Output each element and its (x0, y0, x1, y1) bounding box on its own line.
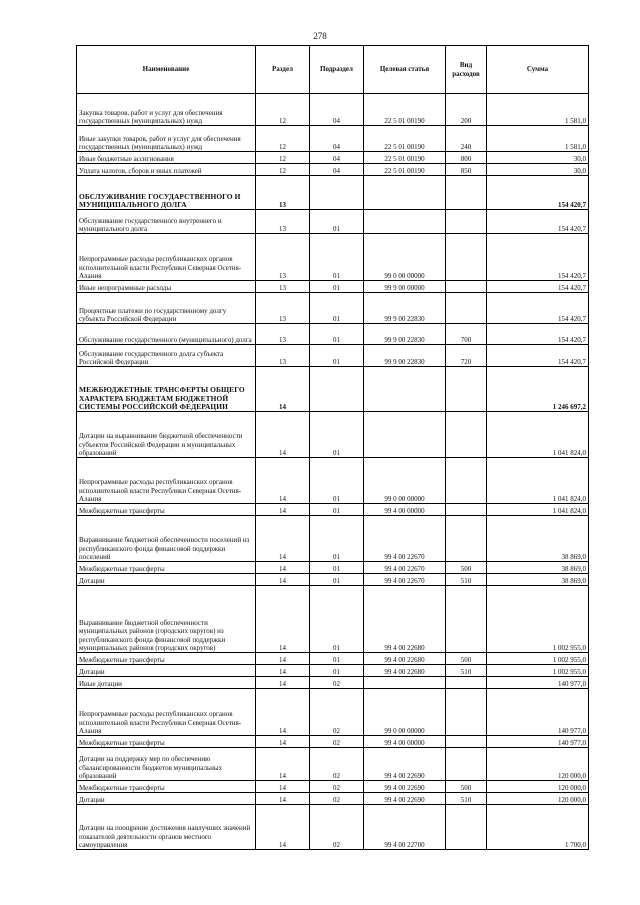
row-name: Выравнивание бюджетной обеспеченности поселений из республиканского фонда финансовой поддержки поселений (77, 516, 256, 562)
table-row (77, 653, 589, 665)
row-target (364, 367, 446, 412)
row-sum: 1 246 697,2 (487, 367, 589, 412)
row-name: Непрограммные расходы республиканских органов исполнительной власти Республики Северная Осетия-Алания (77, 689, 256, 736)
row-section: 12 (256, 164, 310, 176)
row-name: Обслуживание государственного внутреннего и муниципального долга (77, 210, 256, 234)
row-name: Закупка товаров, работ и услуг для обеспечения государственных (муниципальных) нужд (77, 94, 256, 126)
row-subsection: 02 (310, 736, 364, 748)
row-kind (446, 281, 487, 293)
row-target: 99 9 00 22830 (364, 293, 446, 324)
table-row (77, 176, 589, 210)
row-name: Дотации (77, 665, 256, 677)
row-name: Межбюджетные трансферты (77, 504, 256, 516)
table-row (77, 345, 589, 367)
row-subsection (310, 367, 364, 412)
row-section: 13 (256, 345, 310, 367)
row-subsection: 01 (310, 562, 364, 574)
row-sum: 1 581,0 (487, 126, 589, 152)
header-sum: Сумма (487, 46, 589, 94)
row-sum: 1 041 824,0 (487, 458, 589, 504)
row-subsection: 04 (310, 164, 364, 176)
row-section: 13 (256, 176, 310, 210)
row-target: 99 0 00 00000 (364, 458, 446, 504)
table-row (77, 805, 589, 850)
table-row (77, 412, 589, 458)
row-sum: 154 420,7 (487, 210, 589, 234)
row-subsection: 01 (310, 574, 364, 586)
row-sum: 140 977,0 (487, 736, 589, 748)
table-row (77, 562, 589, 574)
row-kind (446, 805, 487, 850)
row-kind: 700 (446, 324, 487, 345)
header-target: Целевая статья (364, 46, 446, 94)
row-subsection: 01 (310, 665, 364, 677)
row-sum: 154 420,7 (487, 293, 589, 324)
row-section: 13 (256, 281, 310, 293)
row-target (364, 677, 446, 689)
row-name: ОБСЛУЖИВАНИЕ ГОСУДАРСТВЕННОГО И МУНИЦИПАЛЬНОГО ДОЛГА (77, 176, 256, 210)
row-subsection: 04 (310, 126, 364, 152)
row-name: Иные бюджетные ассигнования (77, 152, 256, 164)
row-kind: 500 (446, 562, 487, 574)
row-sum: 1 581,0 (487, 94, 589, 126)
row-sum: 120 000,0 (487, 748, 589, 781)
row-target: 99 4 00 22680 (364, 586, 446, 653)
row-section: 14 (256, 367, 310, 412)
row-subsection: 01 (310, 504, 364, 516)
row-section: 12 (256, 94, 310, 126)
row-section: 14 (256, 736, 310, 748)
table-row (77, 210, 589, 234)
row-subsection: 04 (310, 94, 364, 126)
row-target: 99 4 00 22690 (364, 793, 446, 805)
row-kind: 800 (446, 152, 487, 164)
row-target: 22 5 01 00190 (364, 164, 446, 176)
row-kind (446, 736, 487, 748)
row-section: 13 (256, 234, 310, 281)
header-kind: Вид расходов (446, 46, 487, 94)
row-kind (446, 412, 487, 458)
row-section: 14 (256, 653, 310, 665)
row-target: 22 5 01 00190 (364, 126, 446, 152)
row-sum: 120 000,0 (487, 781, 589, 793)
row-subsection: 02 (310, 793, 364, 805)
row-target: 99 4 00 22680 (364, 653, 446, 665)
row-kind: 240 (446, 126, 487, 152)
row-section: 14 (256, 793, 310, 805)
row-subsection: 01 (310, 345, 364, 367)
row-name: Выравнивание бюджетной обеспеченности муниципальных районов (городских округов) из республиканского фонда финансовой поддержки муниципальных районов (городских округов) (77, 586, 256, 653)
row-target: 99 0 00 00000 (364, 234, 446, 281)
table-row (77, 677, 589, 689)
row-name: Дотации на поддержку мер по обеспечению сбалансированности бюджетов муниципальных образований (77, 748, 256, 781)
table-row (77, 234, 589, 281)
budget-table (76, 45, 589, 850)
page-number: 278 (313, 31, 327, 41)
header-subsection: Подраздел (310, 46, 364, 94)
table-row (77, 574, 589, 586)
table-row (77, 324, 589, 345)
row-section: 13 (256, 324, 310, 345)
row-sum: 154 420,7 (487, 234, 589, 281)
table-row (77, 152, 589, 164)
row-kind (446, 293, 487, 324)
row-section: 14 (256, 586, 310, 653)
table-header-row (77, 46, 589, 94)
row-section: 12 (256, 152, 310, 164)
row-target: 99 4 00 22700 (364, 805, 446, 850)
table-row (77, 458, 589, 504)
row-section: 12 (256, 126, 310, 152)
table-row (77, 689, 589, 736)
row-kind (446, 586, 487, 653)
row-target: 99 4 00 22670 (364, 574, 446, 586)
row-kind (446, 367, 487, 412)
table-row (77, 126, 589, 152)
row-subsection: 01 (310, 586, 364, 653)
row-target: 99 0 00 00000 (364, 689, 446, 736)
row-subsection: 02 (310, 677, 364, 689)
row-section: 14 (256, 781, 310, 793)
row-sum: 1 041 824,0 (487, 504, 589, 516)
row-kind: 500 (446, 781, 487, 793)
row-name: Непрограммные расходы республиканских органов исполнительной власти Республики Северная Осетия-Алания (77, 458, 256, 504)
row-kind (446, 748, 487, 781)
row-sum: 38 869,0 (487, 516, 589, 562)
row-target: 22 5 01 00190 (364, 152, 446, 164)
row-kind (446, 458, 487, 504)
row-kind (446, 689, 487, 736)
row-name: Дотации (77, 793, 256, 805)
row-subsection: 02 (310, 805, 364, 850)
row-sum: 140 977,0 (487, 689, 589, 736)
row-target: 99 4 00 22690 (364, 748, 446, 781)
row-sum: 154 420,7 (487, 324, 589, 345)
table-row (77, 367, 589, 412)
row-target: 99 4 00 00000 (364, 504, 446, 516)
row-name: МЕЖБЮДЖЕТНЫЕ ТРАНСФЕРТЫ ОБЩЕГО ХАРАКТЕРА БЮДЖЕТАМ БЮДЖЕТНОЙ СИСТЕМЫ РОССИЙСКОЙ ФЕДЕРАЦИИ (77, 367, 256, 412)
row-target: 99 4 00 00000 (364, 736, 446, 748)
table-row (77, 665, 589, 677)
row-section: 14 (256, 562, 310, 574)
row-target: 99 4 00 22670 (364, 562, 446, 574)
table-row (77, 516, 589, 562)
row-name: Дотации на поощрение достижения наилучших значений показателей деятельности органов местного самоуправления (77, 805, 256, 850)
row-sum: 1 002 955,0 (487, 586, 589, 653)
table-row (77, 94, 589, 126)
row-name: Непрограммные расходы республиканских органов исполнительной власти Республики Северная Осетия-Алания (77, 234, 256, 281)
row-section: 13 (256, 210, 310, 234)
row-name: Иные закупки товаров, работ и услуг для обеспечения государственных (муниципальных) нужд (77, 126, 256, 152)
row-subsection: 01 (310, 516, 364, 562)
row-target: 22 5 01 00190 (364, 94, 446, 126)
header-section: Раздел (256, 46, 310, 94)
row-sum: 120 000,0 (487, 793, 589, 805)
row-section: 13 (256, 293, 310, 324)
row-target: 99 4 00 22690 (364, 781, 446, 793)
row-section: 14 (256, 516, 310, 562)
row-sum: 1 002 955,0 (487, 665, 589, 677)
row-subsection: 02 (310, 689, 364, 736)
row-target (364, 176, 446, 210)
row-kind: 510 (446, 665, 487, 677)
row-section: 14 (256, 574, 310, 586)
row-section: 14 (256, 458, 310, 504)
row-subsection: 01 (310, 653, 364, 665)
row-name: Иные дотации (77, 677, 256, 689)
row-sum: 30,0 (487, 152, 589, 164)
row-sum: 154 420,7 (487, 345, 589, 367)
row-subsection: 02 (310, 748, 364, 781)
row-sum: 38 869,0 (487, 574, 589, 586)
row-target (364, 210, 446, 234)
row-kind (446, 516, 487, 562)
row-name: Иные непрограммные расходы (77, 281, 256, 293)
row-section: 14 (256, 689, 310, 736)
row-target: 99 4 00 22670 (364, 516, 446, 562)
row-sum: 154 420,7 (487, 176, 589, 210)
row-section: 14 (256, 805, 310, 850)
row-sum: 1 041 824,0 (487, 412, 589, 458)
row-kind: 850 (446, 164, 487, 176)
row-target: 99 9 00 22830 (364, 345, 446, 367)
row-subsection: 01 (310, 281, 364, 293)
table-row (77, 781, 589, 793)
row-name: Дотации на выравнивание бюджетной обеспеченности субъектов Российской Федерации и муниципальных образований (77, 412, 256, 458)
row-target: 99 4 00 22680 (364, 665, 446, 677)
row-name: Межбюджетные трансферты (77, 736, 256, 748)
row-name: Межбюджетные трансферты (77, 562, 256, 574)
row-kind: 200 (446, 94, 487, 126)
row-subsection: 01 (310, 234, 364, 281)
row-kind (446, 234, 487, 281)
row-target: 99 9 00 00000 (364, 281, 446, 293)
row-target: 99 9 00 22830 (364, 324, 446, 345)
table-row (77, 586, 589, 653)
row-name: Уплата налогов, сборов и иных платежей (77, 164, 256, 176)
row-sum: 38 869,0 (487, 562, 589, 574)
table-row (77, 736, 589, 748)
row-subsection (310, 176, 364, 210)
table-row (77, 164, 589, 176)
row-subsection: 01 (310, 210, 364, 234)
table-row (77, 293, 589, 324)
table-row (77, 748, 589, 781)
row-name: Межбюджетные трансферты (77, 781, 256, 793)
row-name: Обслуживание государственного (муниципального) долга (77, 324, 256, 345)
row-sum: 1 002 955,0 (487, 653, 589, 665)
row-kind (446, 210, 487, 234)
row-subsection: 01 (310, 293, 364, 324)
row-kind: 510 (446, 793, 487, 805)
row-name: Процентные платежи по государственному долгу субъекта Российской Федерации (77, 293, 256, 324)
table-row (77, 793, 589, 805)
table-row (77, 281, 589, 293)
row-section: 14 (256, 748, 310, 781)
row-subsection: 01 (310, 458, 364, 504)
row-section: 14 (256, 665, 310, 677)
table-row (77, 504, 589, 516)
row-kind (446, 504, 487, 516)
row-subsection: 04 (310, 152, 364, 164)
row-target (364, 412, 446, 458)
row-kind: 500 (446, 653, 487, 665)
row-section: 14 (256, 677, 310, 689)
row-kind: 510 (446, 574, 487, 586)
row-sum: 154 420,7 (487, 281, 589, 293)
row-subsection: 02 (310, 781, 364, 793)
row-name: Межбюджетные трансферты (77, 653, 256, 665)
row-sum: 140 977,0 (487, 677, 589, 689)
row-section: 14 (256, 504, 310, 516)
row-kind: 720 (446, 345, 487, 367)
row-kind (446, 176, 487, 210)
row-subsection: 01 (310, 324, 364, 345)
row-sum: 1 700,0 (487, 805, 589, 850)
row-sum: 30,0 (487, 164, 589, 176)
header-name: Наименование (77, 46, 256, 94)
row-subsection: 01 (310, 412, 364, 458)
row-name: Обслуживание государственного долга субъекта Российской Федерации (77, 345, 256, 367)
row-section: 14 (256, 412, 310, 458)
row-kind (446, 677, 487, 689)
row-name: Дотации (77, 574, 256, 586)
